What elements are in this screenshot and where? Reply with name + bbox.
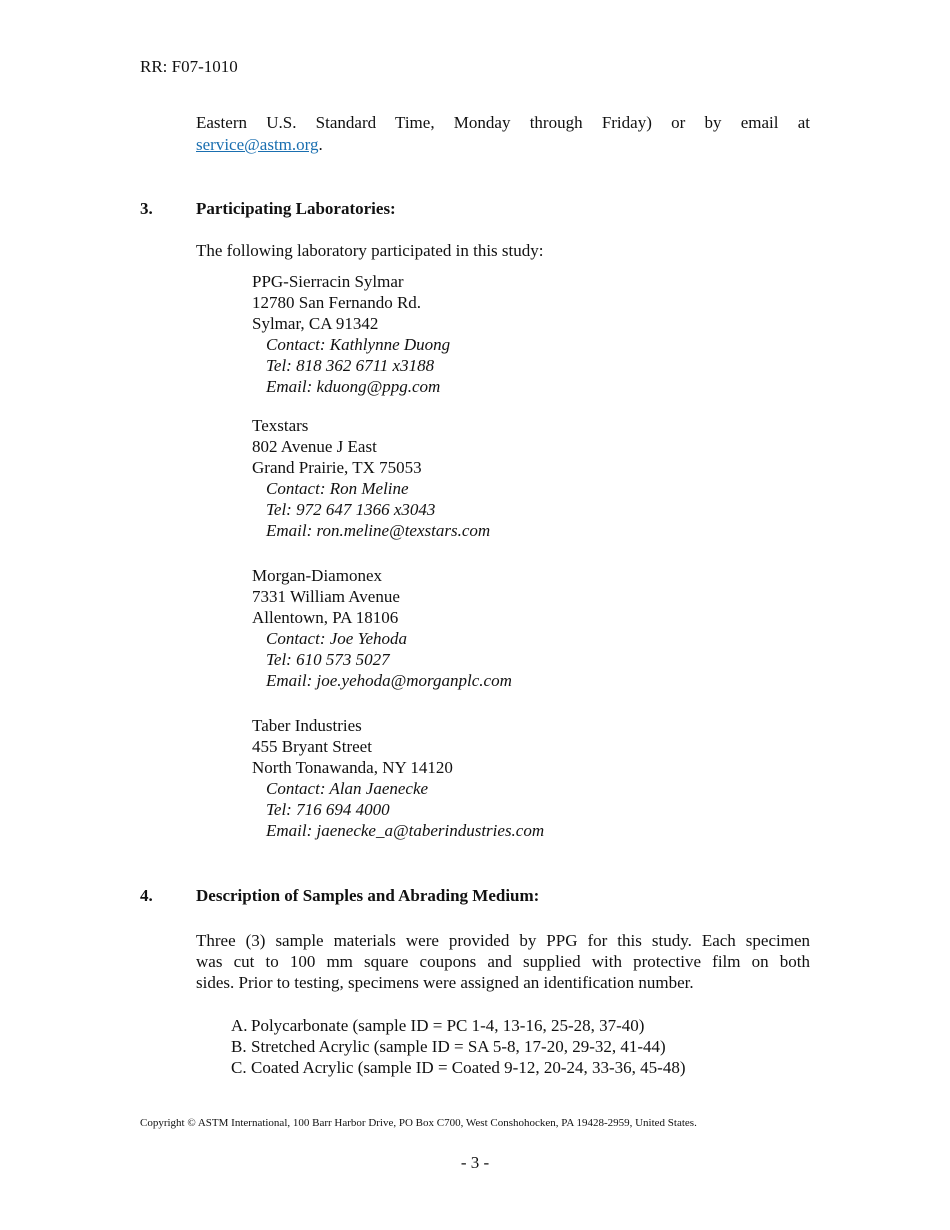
list-item-letter: C.: [231, 1058, 247, 1077]
lab-contact: Contact: Ron Meline: [266, 479, 409, 498]
lab-city: Grand Prairie, TX 75053: [252, 458, 422, 477]
list-item: [231, 1057, 686, 1078]
samples-list: [231, 1015, 686, 1078]
list-item: [231, 1015, 686, 1036]
lab-email: Email: ron.meline@texstars.com: [266, 521, 491, 540]
lab-tel: Tel: 716 694 4000: [266, 800, 390, 819]
paragraph-line: was cut to 100 mm square coupons and supplied with protective film on both: [196, 952, 810, 971]
lab-name: PPG-Sierracin Sylmar: [252, 272, 404, 291]
lab-tel: Tel: 818 362 6711 x3188: [266, 356, 435, 375]
list-item-text: Stretched Acrylic (sample ID = SA 5-8, 17-20, 29-32, 41-44): [251, 1037, 666, 1056]
lab-street: 12780 San Fernando Rd.: [252, 293, 422, 312]
section-3-number: 3.: [140, 199, 153, 218]
section-3-title: Participating Laboratories:: [196, 199, 396, 218]
lab-city: North Tonawanda, NY 14120: [252, 758, 453, 777]
section-3-intro: The following laboratory participated in this study:: [196, 241, 544, 260]
intro-paragraph: [196, 112, 810, 156]
lab-entry: [252, 271, 450, 397]
lab-city: Allentown, PA 18106: [252, 608, 399, 627]
lab-contact: Contact: Alan Jaenecke: [266, 779, 429, 798]
list-item-text: Coated Acrylic (sample ID = Coated 9-12, 20-24, 33-36, 45-48): [251, 1058, 686, 1077]
section-4-title: Description of Samples and Abrading Medium:: [196, 886, 540, 905]
lab-street: 7331 William Avenue: [252, 587, 400, 606]
lab-street: 802 Avenue J East: [252, 437, 377, 456]
page-number: - 3 -: [460, 1153, 490, 1172]
lab-tel: Tel: 972 647 1366 x3043: [266, 500, 436, 519]
intro-line-2: [196, 134, 810, 156]
lab-email: Email: joe.yehoda@morganplc.com: [266, 671, 512, 690]
list-item-text: Polycarbonate (sample ID = PC 1-4, 13-16, 25-28, 37-40): [251, 1016, 645, 1035]
lab-email: Email: kduong@ppg.com: [266, 377, 441, 396]
lab-entry: [252, 565, 512, 691]
lab-name: Texstars: [252, 416, 309, 435]
lab-email: Email: jaenecke_a@taberindustries.com: [266, 821, 545, 840]
samples-description-paragraph: [196, 930, 810, 993]
service-email-link[interactable]: service@astm.org: [196, 135, 319, 154]
document-id-header: RR: F07-1010: [140, 57, 238, 76]
list-item: [231, 1036, 686, 1057]
list-item-letter: B.: [231, 1037, 247, 1056]
paragraph-line: sides. Prior to testing, specimens were assigned an identification number.: [196, 973, 694, 992]
lab-contact: Contact: Joe Yehoda: [266, 629, 408, 648]
lab-name: Taber Industries: [252, 716, 362, 735]
lab-entry: [252, 415, 490, 541]
lab-contact: Contact: Kathlynne Duong: [266, 335, 451, 354]
lab-name: Morgan-Diamonex: [252, 566, 382, 585]
list-item-letter: A.: [231, 1016, 248, 1035]
lab-tel: Tel: 610 573 5027: [266, 650, 390, 669]
copyright-footer: Copyright © ASTM International, 100 Barr Harbor Drive, PO Box C700, West Conshohocken, PA 19428-2959, United States.: [140, 1117, 697, 1129]
section-4-number: 4.: [140, 886, 153, 905]
lab-street: 455 Bryant Street: [252, 737, 372, 756]
intro-line-1: Eastern U.S. Standard Time, Monday through Friday) or by email at: [196, 113, 810, 132]
intro-period: .: [318, 135, 323, 154]
paragraph-line: Three (3) sample materials were provided by PPG for this study. Each specimen: [196, 931, 810, 950]
lab-entry: [252, 715, 544, 841]
lab-city: Sylmar, CA 91342: [252, 314, 379, 333]
